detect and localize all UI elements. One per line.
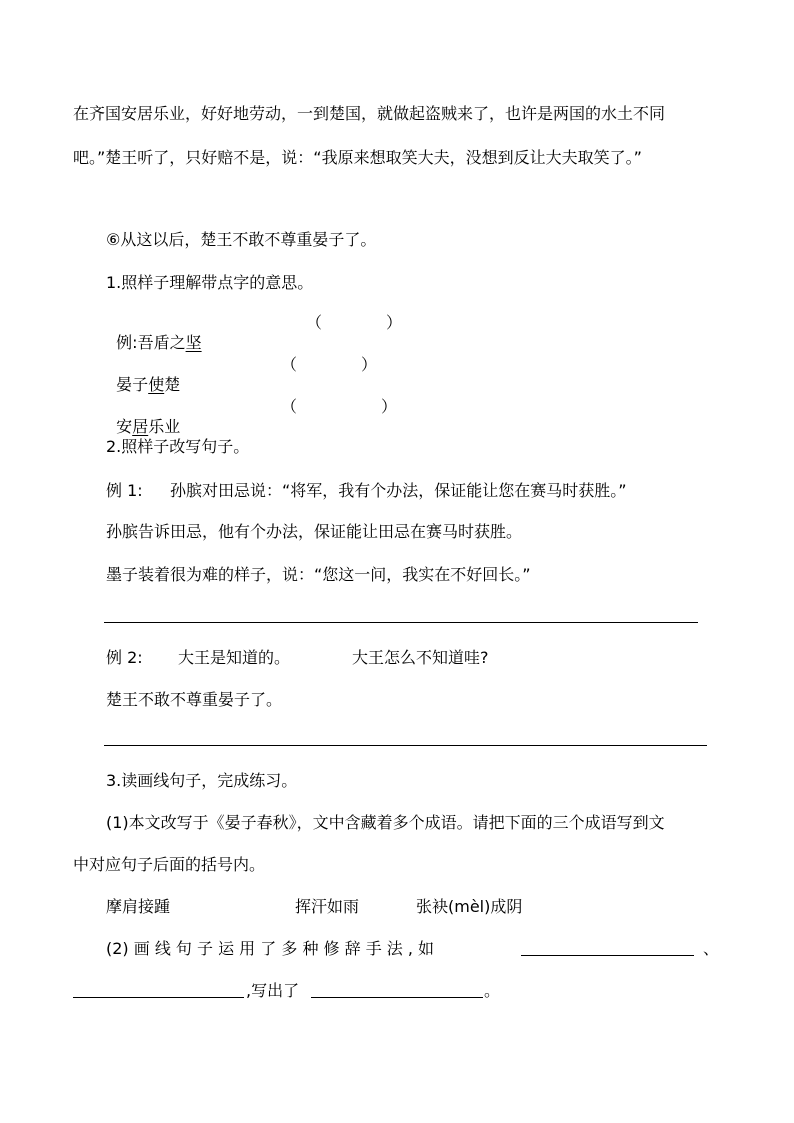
question-3-prompt: 3.读画线句子，完成练习。 (106, 771, 298, 790)
q2-task-2-answer-line[interactable] (104, 745, 707, 746)
q1-item-1-paren-open: （ (281, 355, 298, 374)
q2-task-1: 墨子装着很为难的样子，说：“您这一问，我实在不好回长。” (106, 565, 531, 584)
q1-item-1-dotted-char: 使 (148, 375, 165, 394)
q2-example-1-label: 例 1: (106, 481, 143, 500)
q3-sub-2-separator: 、 (703, 939, 720, 958)
q3-sub-2-blank-3[interactable] (311, 997, 483, 998)
q1-item-2 (106, 397, 180, 437)
q1-item-1-suffix: 楚 (164, 375, 181, 394)
q2-example-1-answer: 孙膑告诉田忌，他有个办法，保证能让田忌在赛马时获胜。 (106, 522, 523, 541)
q1-item-1-prefix: 晏子 (116, 375, 149, 394)
q3-sub-1-line-2: 中对应句子后面的括号内。 (73, 855, 266, 874)
q1-item-2-prefix: 安 (116, 417, 133, 436)
q1-item-2-paren-open: （ (281, 397, 298, 416)
q2-task-2: 楚王不敢不尊重晏子了。 (106, 690, 283, 709)
q2-example-2-sentence-a: 大王是知道的。 (178, 648, 291, 667)
passage-line-2: 吧。”楚王听了，只好赔不是，说：“我原来想取笑大夫，没想到反让大夫取笑了。” (73, 148, 642, 167)
q1-example-answer-blank[interactable] (324, 313, 386, 333)
q1-example-paren-close: ） (386, 313, 403, 332)
q1-example-prefix: 例:吾盾之 (116, 333, 186, 352)
passage-paragraph-6: ⑥从这以后，楚王不敢不尊重晏子了。 (106, 230, 377, 249)
q3-idiom-2: 挥汗如雨 (295, 897, 360, 916)
q1-item-2-suffix: 乐业 (148, 417, 181, 436)
q3-idiom-3: 张袂(mèl)成阴 (416, 897, 523, 916)
q3-sub-2-text: (2) 画 线 句 子 运 用 了 多 种 修 辞 手 法 , 如 (106, 939, 435, 958)
q1-item-1-answer-blank[interactable] (299, 355, 361, 375)
q1-example-dotted-char: 坚 (185, 333, 202, 352)
q3-sub-2-blank-2[interactable] (73, 997, 244, 998)
q1-item-2-answer-blank[interactable] (299, 397, 381, 417)
q1-item-1-paren-close: ） (361, 355, 378, 374)
q1-item-1 (106, 355, 180, 395)
q3-sub-2-wrote-label: ,写出了 (246, 981, 300, 1000)
q2-task-1-answer-line[interactable] (104, 622, 698, 623)
q3-idiom-1: 摩肩接踵 (106, 897, 171, 916)
q1-example-paren-open: （ (306, 313, 323, 332)
q1-item-2-dotted-char: 居 (132, 417, 149, 436)
q3-sub-2-blank-1[interactable] (521, 955, 694, 956)
question-1-prompt: 1.照样子理解带点字的意思。 (106, 273, 314, 292)
q3-sub-1-line-1: (1)本文改写于《晏子春秋》，文中含藏着多个成语。请把下面的三个成语写到文 (106, 813, 665, 832)
q2-example-1-sentence: 孙膑对田忌说：“将军，我有个办法，保证能让您在赛马时获胜。” (170, 481, 627, 500)
q2-example-2-label: 例 2: (106, 648, 143, 667)
q1-example (106, 313, 202, 353)
q3-sub-2-period: 。 (484, 981, 501, 1000)
q2-example-2-sentence-b: 大王怎么不知道哇? (352, 648, 489, 667)
question-2-prompt: 2.照样子改写句子。 (106, 437, 250, 456)
q1-item-2-paren-close: ） (381, 397, 398, 416)
passage-line-1: 在齐国安居乐业，好好地劳动，一到楚国，就做起盗贼来了，也许是两国的水土不同 (73, 104, 666, 123)
